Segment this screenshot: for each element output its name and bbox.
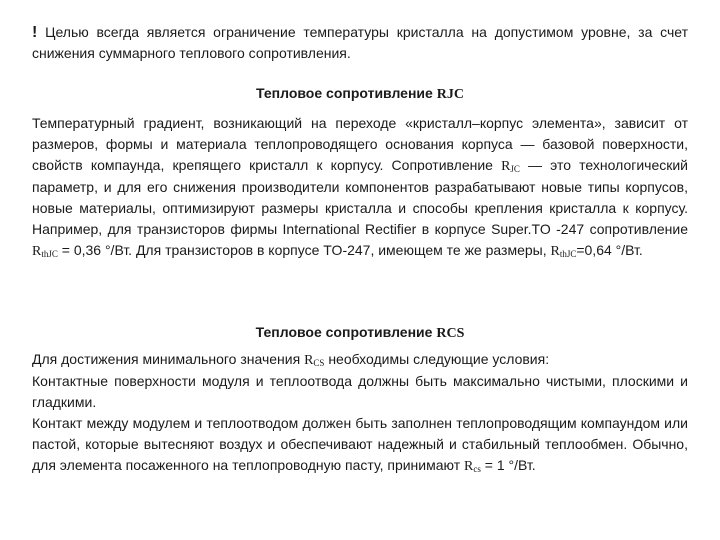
heading-rjc (0, 83, 720, 105)
rcs-condition-2-text-a: Контакт между модулем и теплоотводом должен быть заполнен теплопроводящим компаундом или пастой, которые вытесняют воздух и обеспечивают надежный и стабильный теплообмен. Обычно, для элемента посаженного на теплопроводную пасту, принимают (32, 415, 688, 473)
heading-rjc-text: Тепловое сопротивление (256, 85, 437, 101)
rjc-sub-3: thJC (559, 249, 577, 259)
rcs-condition-1: Контактные поверхности модуля и теплоотвода должны быть максимально чистыми, плоскими и гладкими. (32, 373, 688, 410)
rjc-text-2: — это технологический параметр, и для его снижения производители компонентов разрабатывают новые типы корпусов, новые материалы, оптимизируют размеры кристалла и способы крепления кристалла к корпусу. Например, для транзисторов фирмы International Rectifier в корпусе Super.TO -247 сопротивление (32, 157, 688, 237)
heading-rjc-symbol: R (436, 87, 447, 102)
rjc-text-3: = 0,36 °/Вт. Для транзисторов в корпусе TO-247, имеющем те же размеры, (57, 242, 551, 258)
heading-rcs-symbol: R (436, 326, 447, 341)
rcs-line-symbol: R (304, 353, 314, 368)
rcs-line-text-b: необходимы следующие условия: (324, 351, 550, 367)
heading-rcs-sub: CS (446, 326, 465, 341)
rjc-text-1: Температурный градиент, возникающий на переходе «кристалл–корпус элемента», зависит от размеров, формы и материала теплопроводящего основания корпуса — базовой поверхности, свойств компаунда, крепящего кристалл к корпусу. Сопротивление (32, 115, 688, 173)
rcs-paragraphs (32, 371, 688, 477)
rcs-line-text-a: Для достижения минимального значения (32, 351, 305, 367)
intro-text: Целью всегда является ограничение температуры кристалла на допустимом уровне, за счет снижения суммарного теплового сопротивления. (32, 24, 688, 61)
rjc-text-4: =0,64 °/Вт. (576, 242, 643, 258)
rcs-condition-2-symbol: R (464, 459, 474, 474)
rcs-condition-2-text-b: = 1 °/Вт. (480, 457, 536, 473)
rjc-symbol-2: R (32, 244, 42, 259)
heading-rcs-text: Тепловое сопротивление (255, 324, 437, 340)
rjc-sub-1: JC (510, 164, 520, 174)
rcs-conditions-line (32, 349, 688, 371)
rjc-symbol-3: R (550, 244, 560, 259)
intro-paragraph (32, 22, 688, 64)
rcs-condition-2-sub: cs (473, 464, 481, 474)
heading-rjc-sub: JC (446, 87, 464, 102)
rjc-paragraph (32, 113, 688, 262)
rjc-sub-2: thJC (41, 249, 58, 259)
rjc-symbol-1: R (501, 159, 511, 174)
rcs-condition-2 (32, 413, 688, 477)
heading-rcs (0, 322, 720, 344)
rcs-line-sub: CS (313, 358, 325, 368)
exclamation-mark: ! (32, 24, 38, 41)
